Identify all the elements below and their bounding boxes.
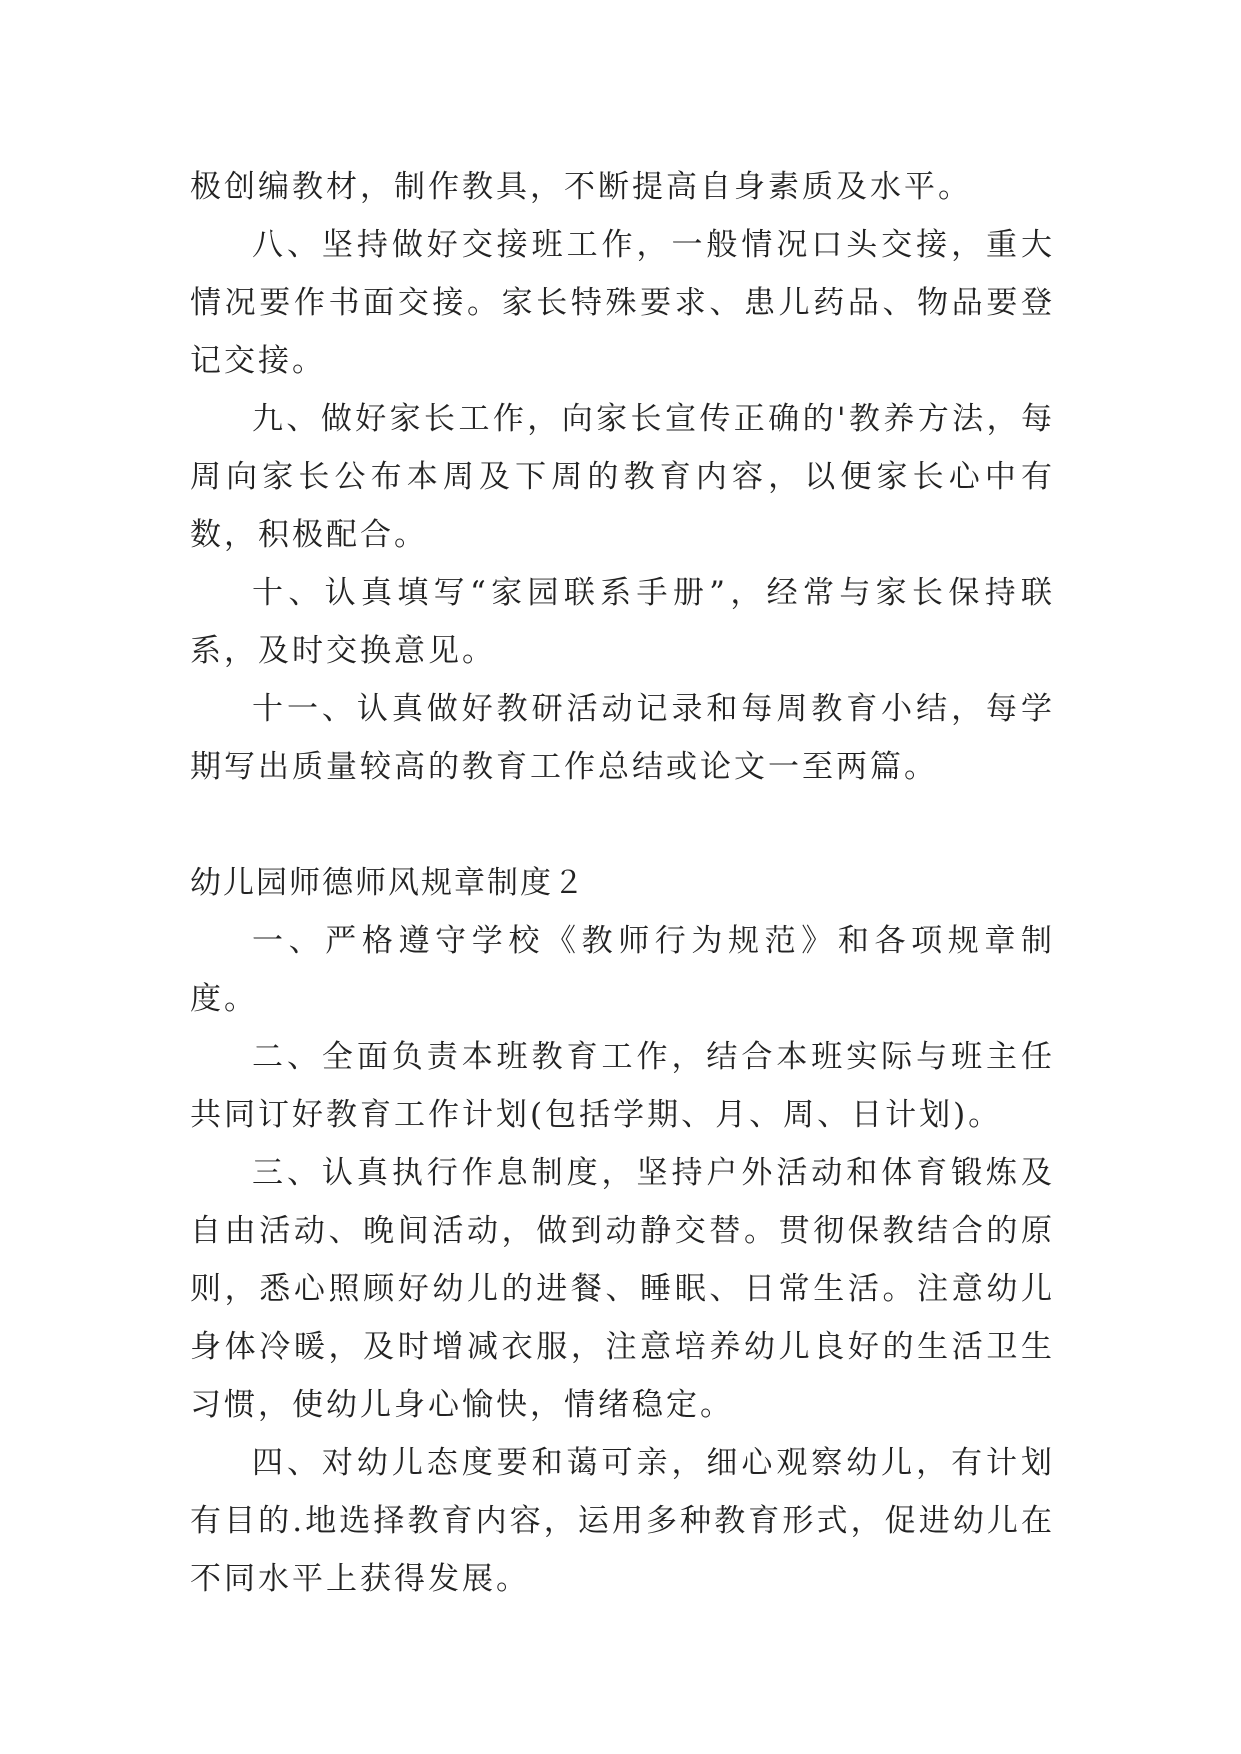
paragraph-continuation: 极创编教材，制作教具，不断提高自身素质及水平。 xyxy=(190,169,972,205)
paragraph-rule-4: 四、对幼儿态度要和蔼可亲，细心观察幼儿，有计划有目的.地选择教育内容，运用多种教育形式，促进幼儿在不同水平上获得发展。 xyxy=(190,1445,1055,1597)
document-body xyxy=(190,158,1055,1608)
paragraph-item-9: 九、做好家长工作，向家长宣传正确的'教养方法，每周向家长公布本周及下周的教育内容，以便家长心中有数，积极配合。 xyxy=(190,401,1055,553)
paragraph-item-8: 八、坚持做好交接班工作，一般情况口头交接，重大情况要作书面交接。家长特殊要求、患儿药品、物品要登记交接。 xyxy=(190,227,1055,379)
paragraph-item-10: 十、认真填写“家园联系手册”，经常与家长保持联系，及时交换意见。 xyxy=(190,575,1055,669)
paragraph-rule-3: 三、认真执行作息制度，坚持户外活动和体育锻炼及自由活动、晚间活动，做到动静交替。贯彻保教结合的原则，悉心照顾好幼儿的进餐、睡眠、日常生活。注意幼儿身体冷暖，及时增减衣服，注意培养幼儿良好的生活卫生习惯，使幼儿身心愉快，情绪稳定。 xyxy=(190,1155,1055,1423)
section-title: 幼儿园师德师风规章制度２ xyxy=(190,865,586,901)
paragraph-item-11: 十一、认真做好教研活动记录和每周教育小结，每学期写出质量较高的教育工作总结或论文一至两篇。 xyxy=(190,691,1055,785)
paragraph-rule-1: 一、严格遵守学校《教师行为规范》和各项规章制度。 xyxy=(190,923,1055,1017)
paragraph-rule-2: 二、全面负责本班教育工作，结合本班实际与班主任共同订好教育工作计划(包括学期、月、周、日计划)。 xyxy=(190,1039,1055,1133)
